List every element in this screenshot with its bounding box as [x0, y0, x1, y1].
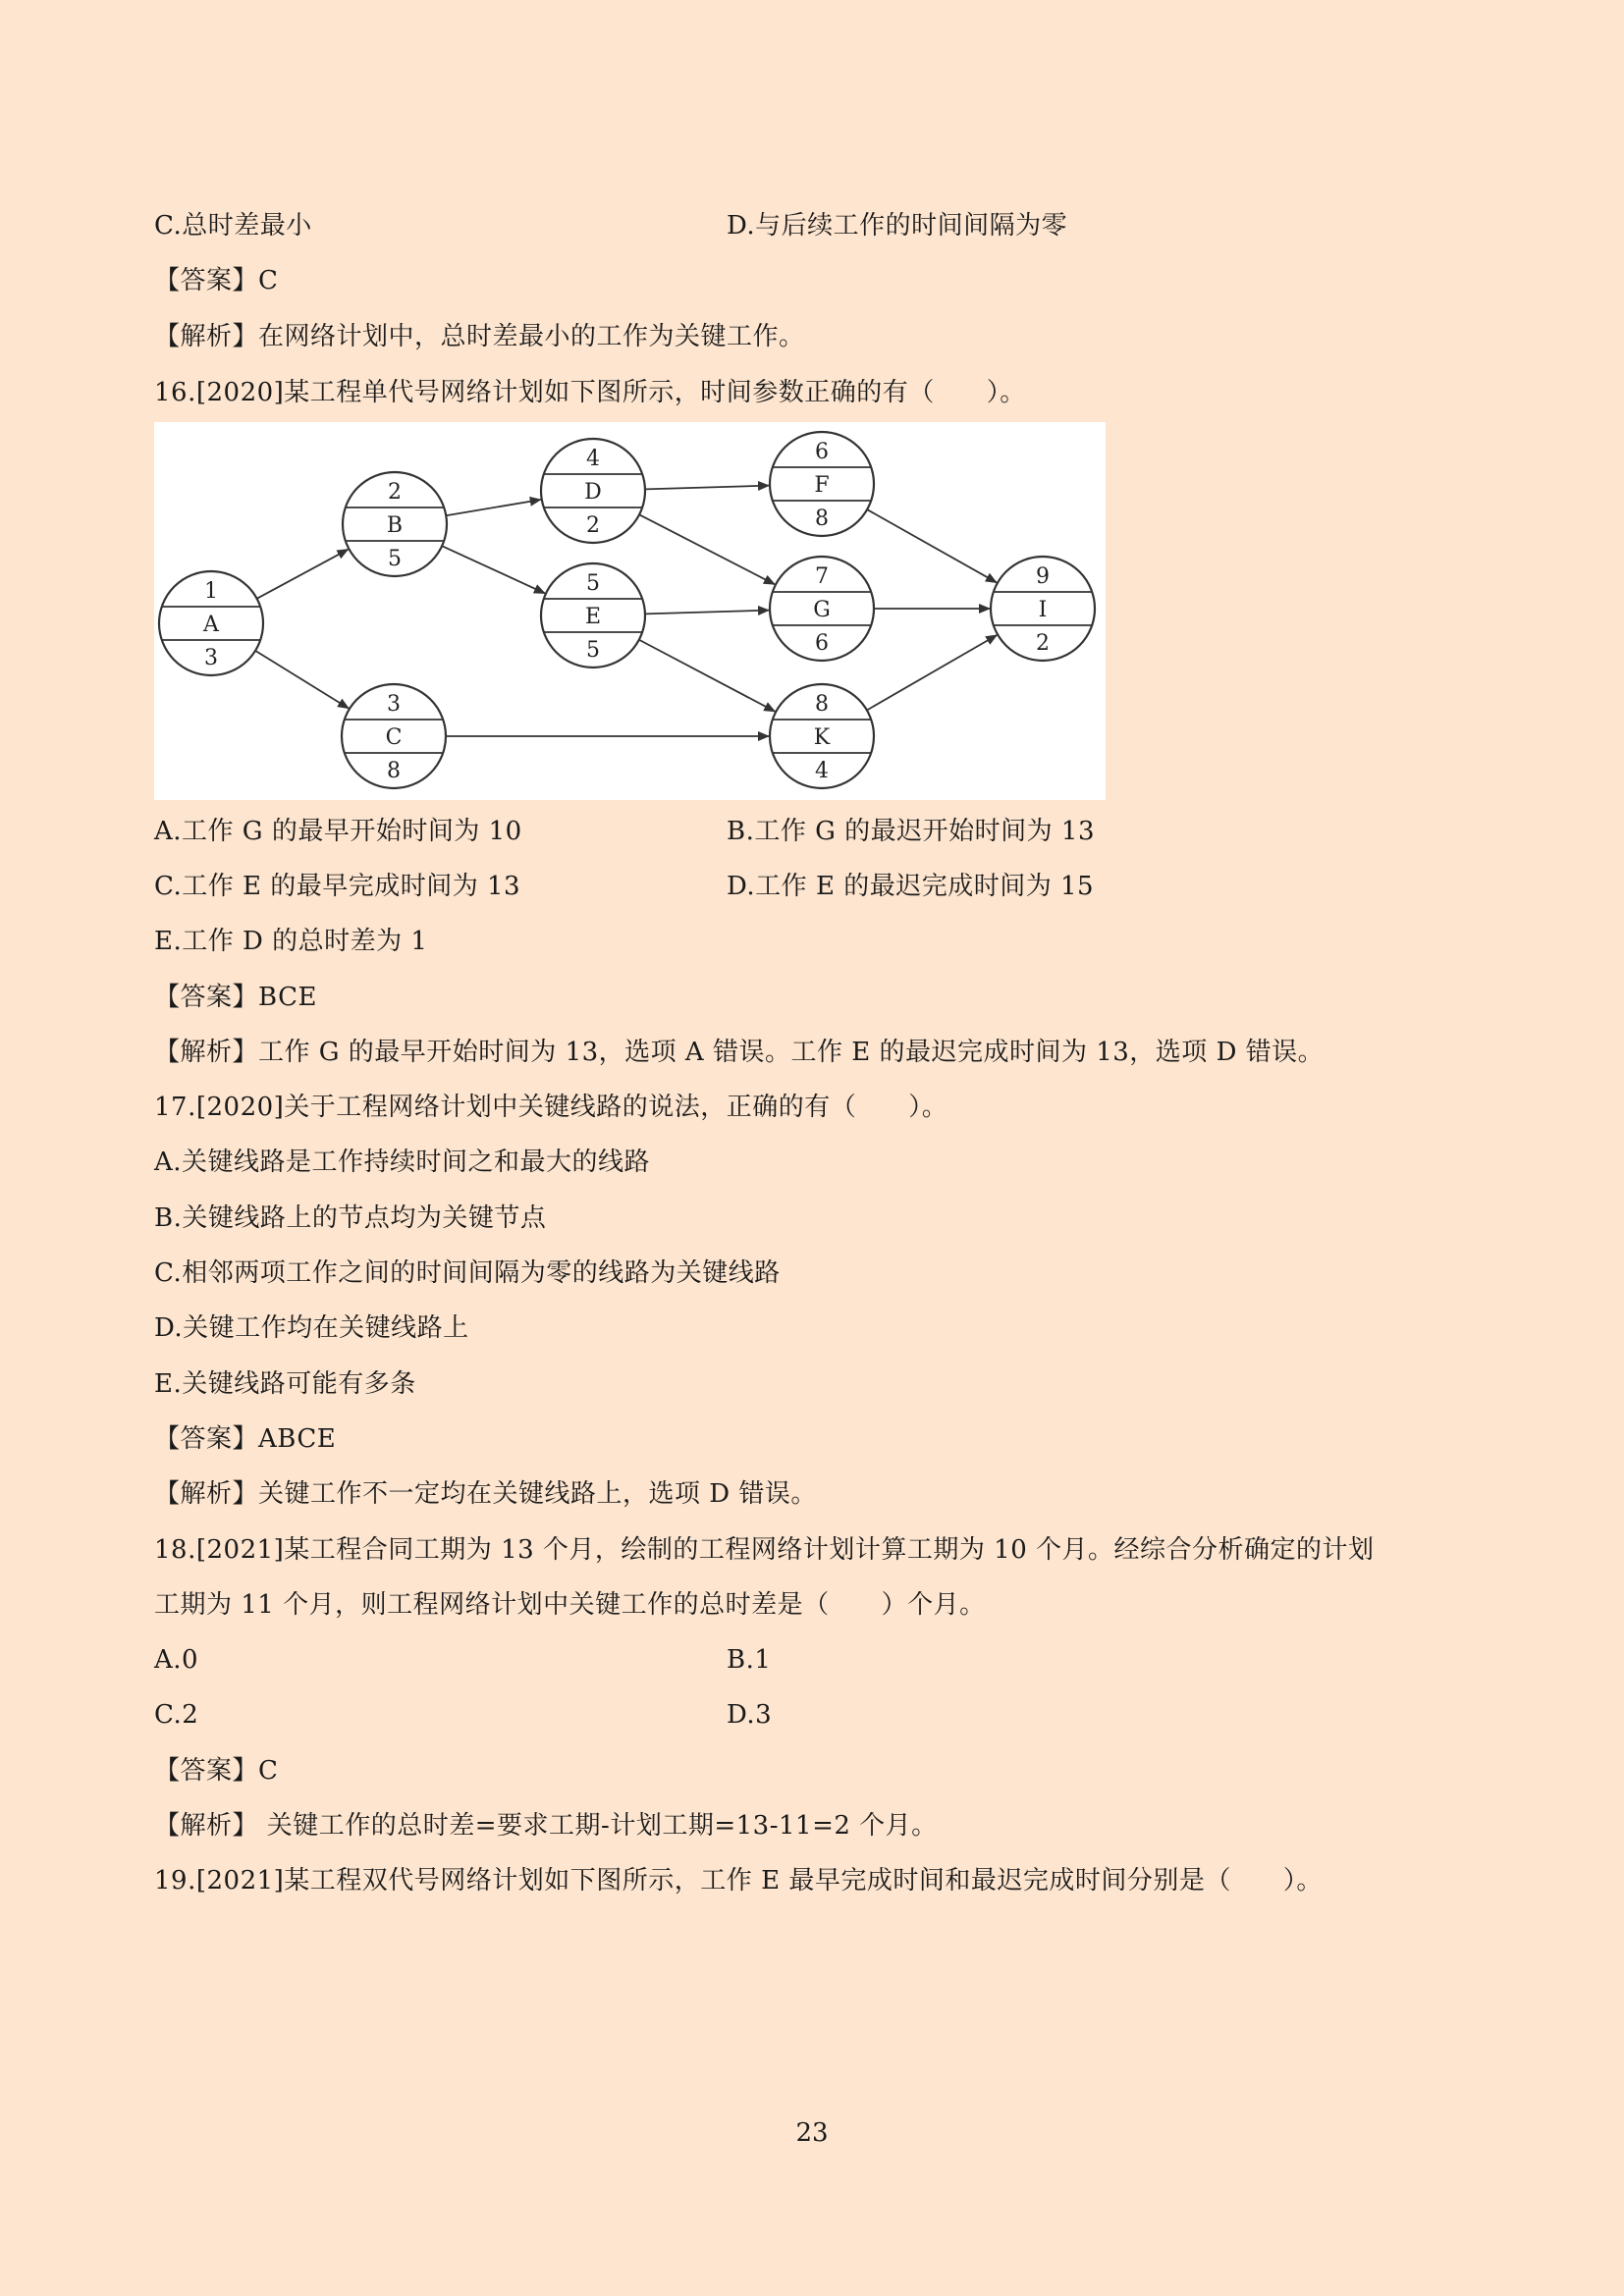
node-number: 4 [586, 447, 600, 471]
edge-D-G [639, 514, 775, 584]
q18-option-b: B.1 [727, 1645, 772, 1675]
q18-stem-line-1: 18.[2021]某工程合同工期为 13 个月，绘制的工程网络计划计算工期为 10 个月。经综合分析确定的计划 [154, 1535, 1375, 1565]
q17-option-a: A.关键线路是工作持续时间之和最大的线路 [154, 1148, 651, 1177]
q18-analysis: 【解析】 关键工作的总时差=要求工期-计划工期=13-11=2 个月。 [154, 1811, 938, 1841]
edge-D-F [645, 486, 769, 490]
q17-option-e: E.关键线路可能有多条 [154, 1369, 416, 1399]
node-name: K [813, 725, 831, 750]
q16-answer: 【答案】BCE [154, 983, 317, 1012]
node-number: 5 [586, 571, 600, 596]
edge-A-C [255, 651, 349, 709]
q15-answer: 【答案】C [154, 266, 279, 295]
q16-option-b: B.工作 G 的最迟开始时间为 13 [727, 817, 1096, 846]
node-C [342, 684, 446, 788]
node-duration: 6 [815, 631, 829, 656]
edge-F-I [867, 509, 997, 582]
node-duration: 8 [387, 759, 401, 783]
node-I [991, 557, 1095, 661]
node-name: F [814, 473, 830, 498]
q16-option-c: C.工作 E 的最早完成时间为 13 [154, 872, 521, 901]
edge-E-G [645, 611, 769, 614]
page-number: 23 [795, 2118, 829, 2148]
q17-stem: 17.[2020]关于工程网络计划中关键线路的说法，正确的有（ ）。 [154, 1093, 948, 1122]
edge-E-K [639, 640, 775, 712]
edge-B-D [446, 500, 540, 515]
node-duration: 5 [388, 547, 402, 571]
edge-B-E [442, 546, 545, 593]
edge-A-B [257, 550, 349, 599]
q15-analysis: 【解析】在网络计划中，总时差最小的工作为关键工作。 [154, 322, 805, 351]
node-duration: 4 [815, 759, 829, 783]
node-B [343, 472, 447, 576]
node-name: G [813, 598, 831, 622]
node-K [770, 684, 874, 788]
node-name: D [584, 480, 602, 505]
q16-option-a: A.工作 G 的最早开始时间为 10 [154, 817, 522, 846]
q17-analysis: 【解析】关键工作不一定均在关键线路上，选项 D 错误。 [154, 1479, 817, 1509]
node-name: I [1038, 598, 1048, 622]
q17-option-c: C.相邻两项工作之间的时间间隔为零的线路为关键线路 [154, 1258, 781, 1288]
q16-analysis: 【解析】工作 G 的最早开始时间为 13，选项 A 错误。工作 E 的最迟完成时间为 13，选项 D 错误。 [154, 1038, 1325, 1067]
q16-option-d: D.工作 E 的最迟完成时间为 15 [727, 872, 1095, 901]
q18-option-d: D.3 [727, 1700, 773, 1730]
node-duration: 3 [204, 646, 218, 670]
q16-option-e: E.工作 D 的总时差为 1 [154, 927, 428, 956]
q15-option-d: D.与后续工作的时间间隔为零 [727, 211, 1068, 240]
node-duration: 5 [586, 638, 600, 663]
q18-answer: 【答案】C [154, 1756, 279, 1786]
node-E [541, 563, 645, 667]
node-number: 7 [815, 564, 829, 589]
node-number: 8 [815, 692, 829, 717]
q15-option-c: C.总时差最小 [154, 211, 312, 240]
node-number: 3 [387, 692, 401, 717]
q16-stem: 16.[2020]某工程单代号网络计划如下图所示，时间参数正确的有（ ）。 [154, 378, 1026, 407]
node-D [541, 439, 645, 543]
node-name: A [203, 613, 219, 637]
q19-stem: 19.[2021]某工程双代号网络计划如下图所示，工作 E 最早完成时间和最迟完成时间分别是（ ）。 [154, 1866, 1323, 1896]
node-name: E [584, 605, 602, 629]
q17-option-b: B.关键线路上的节点均为关键节点 [154, 1203, 547, 1233]
node-name: C [385, 725, 403, 750]
node-F [770, 432, 874, 536]
q18-stem-line-2: 工期为 11 个月，则工程网络计划中关键工作的总时差是（ ）个月。 [154, 1590, 986, 1620]
q16-network-diagram [154, 422, 1106, 800]
node-A [159, 571, 263, 675]
node-G [770, 557, 874, 661]
node-number: 2 [388, 480, 402, 505]
node-number: 9 [1036, 564, 1050, 589]
node-duration: 8 [815, 507, 829, 531]
edge-K-I [867, 635, 997, 710]
q18-option-c: C.2 [154, 1700, 199, 1730]
q17-option-d: D.关键工作均在关键线路上 [154, 1313, 469, 1343]
node-duration: 2 [1036, 631, 1050, 656]
q18-option-a: A.0 [154, 1645, 199, 1675]
node-number: 6 [815, 440, 829, 464]
node-name: B [386, 513, 404, 538]
node-number: 1 [204, 579, 218, 604]
node-duration: 2 [586, 513, 600, 538]
q17-answer: 【答案】ABCE [154, 1424, 337, 1454]
